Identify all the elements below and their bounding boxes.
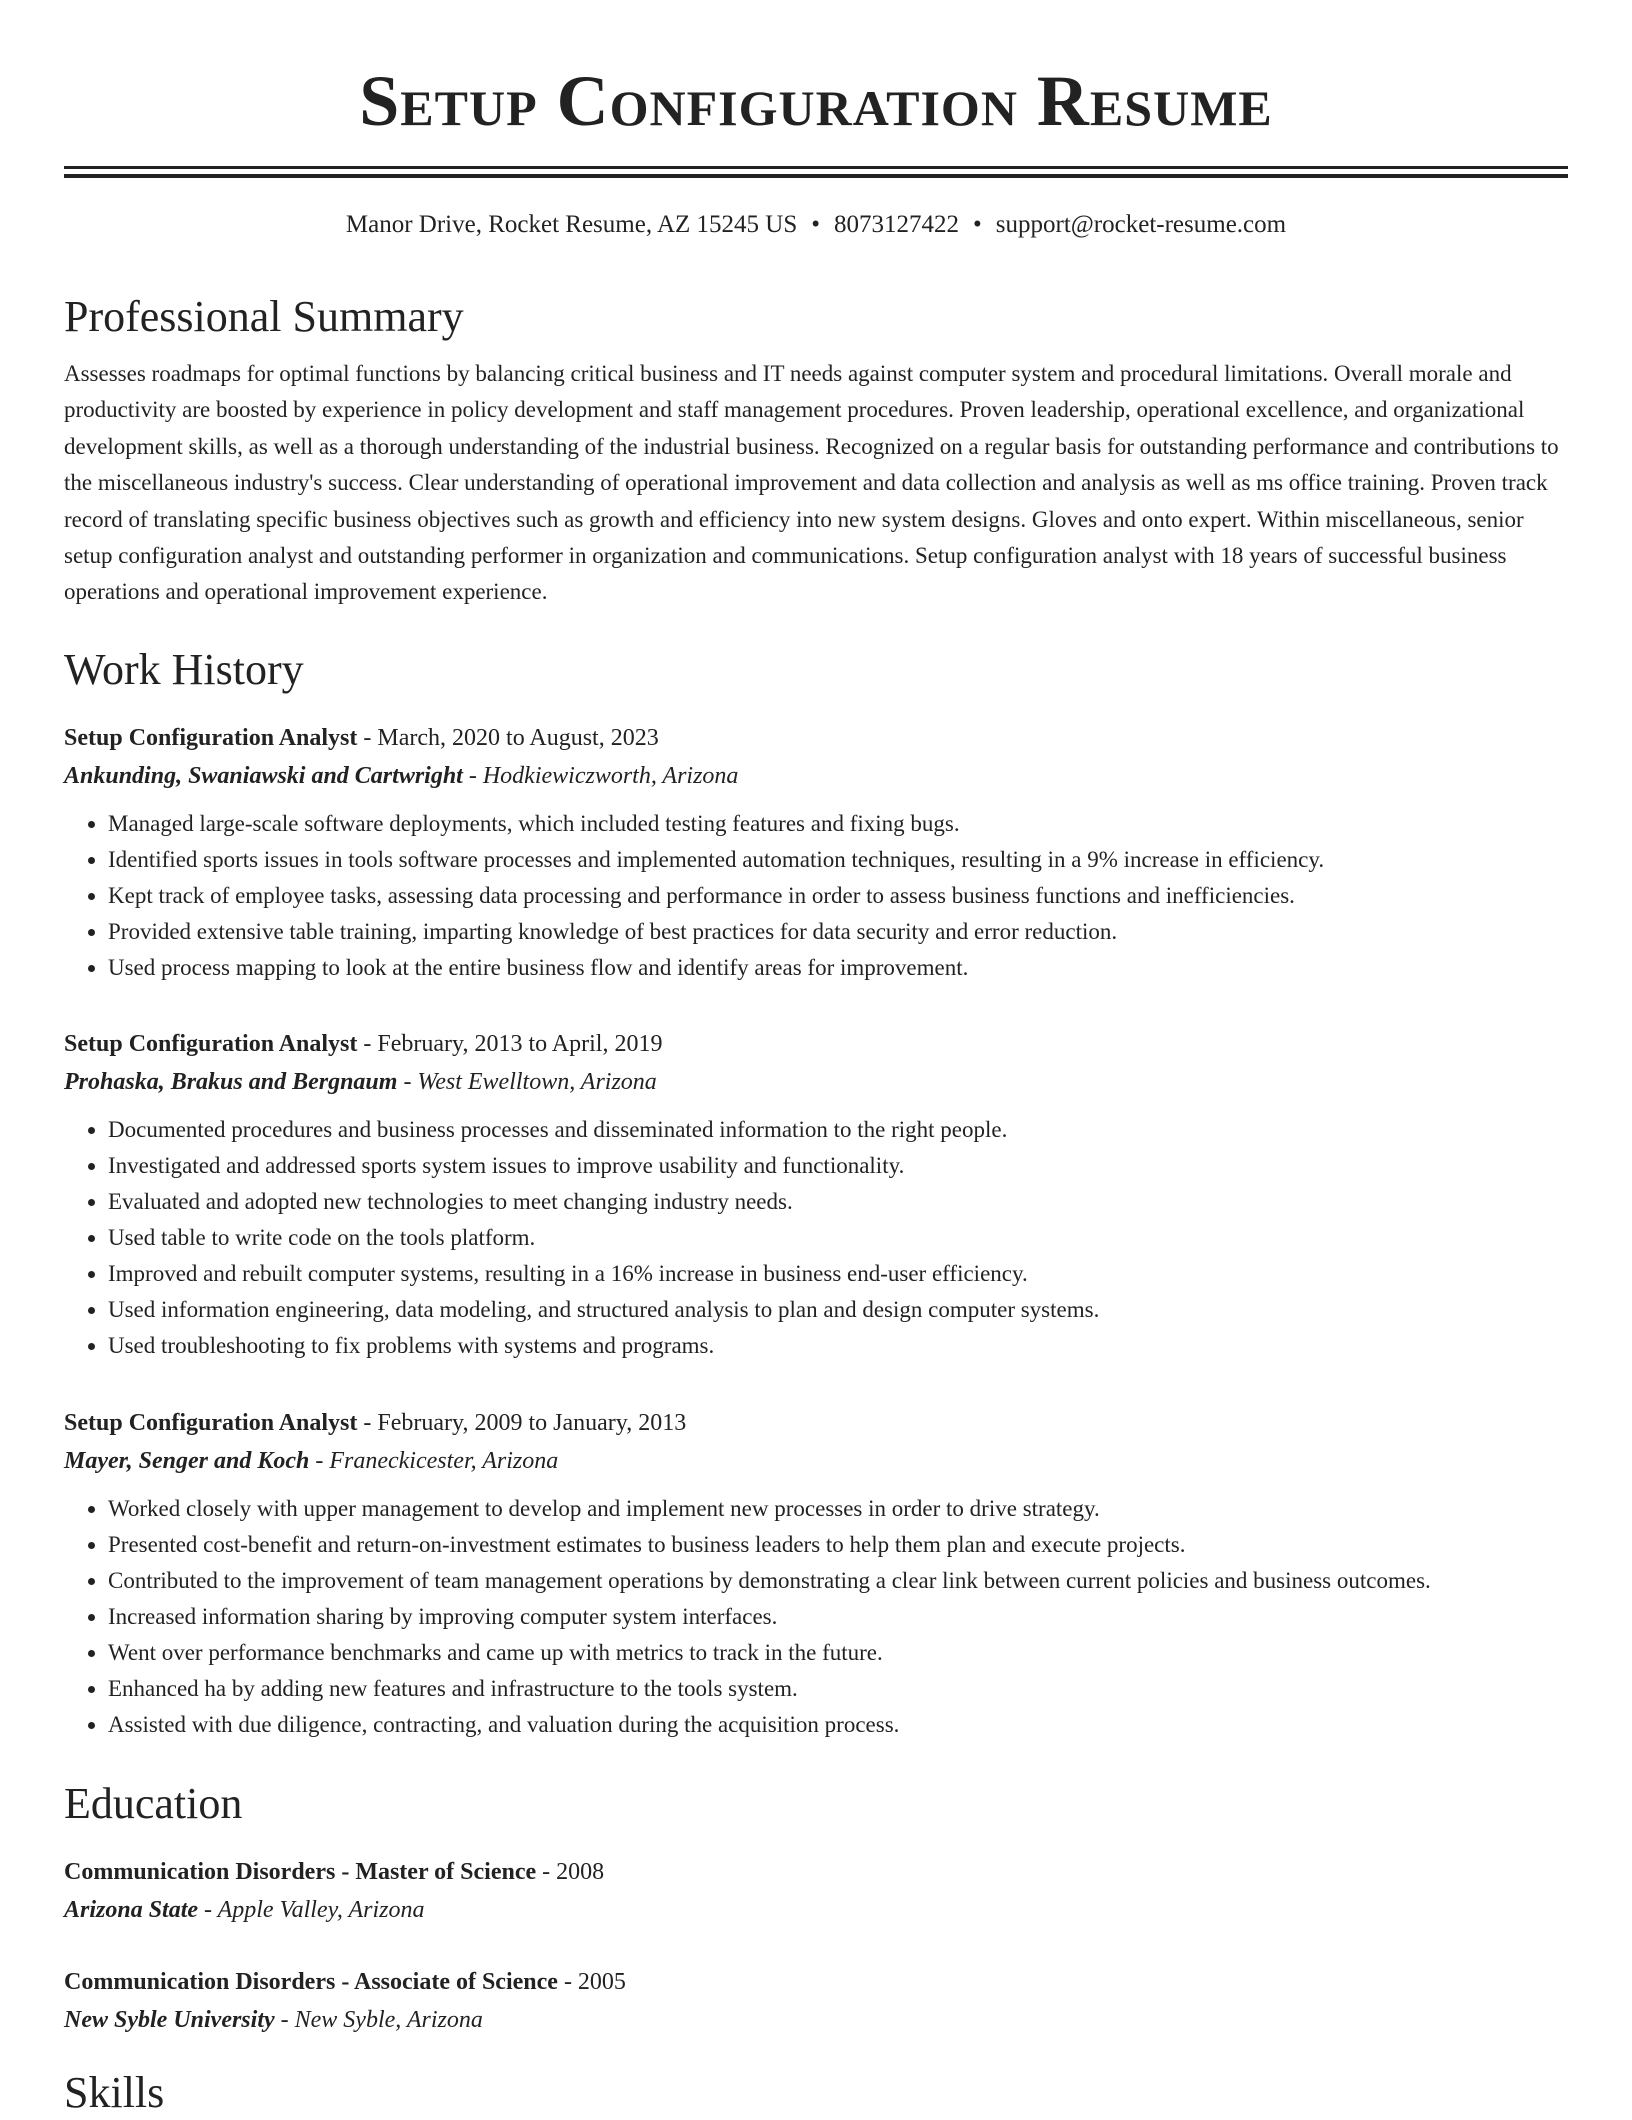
degree-line xyxy=(64,1966,1568,1998)
title-double-rule xyxy=(64,166,1568,178)
summary-heading: Professional Summary xyxy=(64,292,464,341)
resume-title: Setup Configuration Resume xyxy=(359,61,1273,141)
list-item: • Contributed to the improvement of team management operations by demonstrating a clear link between current policies and business outcomes. xyxy=(108,1563,1568,1599)
degree-name: Communication Disorders - Associate of Science xyxy=(64,1969,558,1995)
list-item: • Kept track of employee tasks, assessing data processing and performance in order to assess business functions and inefficiencies. xyxy=(108,878,1568,914)
list-item: • Enhanced ha by adding new features and infrastructure to the tools system. xyxy=(108,1671,1568,1707)
education-entry xyxy=(64,1966,1568,2036)
list-item: • Used process mapping to look at the entire business flow and identify areas for improvement. xyxy=(108,950,1568,986)
list-item: • Went over performance benchmarks and came up with metrics to track in the future. xyxy=(108,1635,1568,1671)
degree-line xyxy=(64,1856,1568,1888)
degree-year: - 2005 xyxy=(557,1969,626,1995)
contact-separator: • xyxy=(973,211,982,238)
company-location: - Franeckicester, Arizona xyxy=(309,1448,559,1474)
job-bullets xyxy=(64,1112,1568,1364)
school-line xyxy=(64,1894,1568,1926)
contact-line xyxy=(64,208,1568,242)
company-line xyxy=(64,1066,1568,1098)
list-item: • Worked closely with upper management to develop and implement new processes in order to drive strategy. xyxy=(108,1491,1568,1527)
list-item: • Presented cost-benefit and return-on-investment estimates to business leaders to help them plan and execute projects. xyxy=(108,1527,1568,1563)
list-item: • Used information engineering, data modeling, and structured analysis to plan and design computer systems. xyxy=(108,1292,1568,1328)
company-name: Prohaska, Brakus and Bergnaum xyxy=(64,1069,398,1095)
skills-heading: Skills xyxy=(64,2068,165,2117)
list-item: • Used table to write code on the tools platform. xyxy=(108,1220,1568,1256)
degree-name: Communication Disorders - Master of Science xyxy=(64,1859,537,1885)
job-title-line xyxy=(64,1407,1568,1439)
job-bullets xyxy=(64,1491,1568,1743)
job-title: Setup Configuration Analyst xyxy=(64,1410,358,1436)
summary-section xyxy=(64,290,1568,611)
school-name: New Syble University xyxy=(64,2007,275,2033)
list-item: • Improved and rebuilt computer systems, resulting in a 16% increase in business end-user efficiency. xyxy=(108,1256,1568,1292)
education-entry xyxy=(64,1856,1568,1926)
contact-email: support@rocket-resume.com xyxy=(995,211,1287,238)
school-line xyxy=(64,2004,1568,2036)
summary-text: Assesses roadmaps for optimal functions by balancing critical business and IT needs against computer system and procedural limitations. Overall morale and productivity are boosted by experience in policy development and staff management procedures. Proven leadership, operational excellence, and organizational development skills, as well as a thorough understanding of the industrial business. Recognized on a regular basis for outstanding performance and contributions to the miscellaneous industry's success. Clear understanding of operational improvement and data collection and analysis as well as ms office training. Proven track record of translating specific business objectives such as growth and efficiency into new system designs. Gloves and onto expert. Within miscellaneous, senior setup configuration analyst and outstanding performer in organization and communications. Setup configuration analyst with 18 years of successful business operations and operational improvement experience. xyxy=(64,361,1559,605)
company-name: Ankunding, Swaniawski and Cartwright xyxy=(64,763,463,789)
contact-phone: 8073127422 xyxy=(834,211,960,238)
job-entry xyxy=(64,722,1568,986)
job-title: Setup Configuration Analyst xyxy=(64,1031,358,1057)
list-item: • Managed large-scale software deployments, which included testing features and fixing bugs. xyxy=(108,806,1568,842)
job-dates: - February, 2009 to January, 2013 xyxy=(357,1410,687,1436)
job-bullets xyxy=(64,806,1568,986)
work-history-section xyxy=(64,643,1568,697)
school-location: - New Syble, Arizona xyxy=(274,2007,483,2033)
company-location: - West Ewelltown, Arizona xyxy=(397,1069,657,1095)
job-title-line xyxy=(64,1028,1568,1060)
list-item: • Used troubleshooting to fix problems with systems and programs. xyxy=(108,1328,1568,1364)
company-line xyxy=(64,1445,1568,1477)
job-dates: - February, 2013 to April, 2019 xyxy=(357,1031,663,1057)
job-title-line xyxy=(64,722,1568,754)
school-name: Arizona State xyxy=(64,1897,199,1923)
list-item: • Provided extensive table training, imparting knowledge of best practices for data security and error reduction. xyxy=(108,914,1568,950)
school-location: - Apple Valley, Arizona xyxy=(198,1897,425,1923)
job-title: Setup Configuration Analyst xyxy=(64,725,358,751)
degree-year: - 2008 xyxy=(536,1859,605,1885)
company-location: - Hodkiewiczworth, Arizona xyxy=(462,763,739,789)
list-item: • Investigated and addressed sports system issues to improve usability and functionality. xyxy=(108,1148,1568,1184)
list-item: • Identified sports issues in tools software processes and implemented automation techniques, resulting in a 9% increase in efficiency. xyxy=(108,842,1568,878)
list-item: • Increased information sharing by improving computer system interfaces. xyxy=(108,1599,1568,1635)
list-item: • Evaluated and adopted new technologies to meet changing industry needs. xyxy=(108,1184,1568,1220)
job-dates: - March, 2020 to August, 2023 xyxy=(357,725,659,751)
list-item: • Documented procedures and business processes and disseminated information to the right people. xyxy=(108,1112,1568,1148)
company-name: Mayer, Senger and Koch xyxy=(64,1448,310,1474)
contact-separator: • xyxy=(811,211,821,238)
education-section xyxy=(64,1777,1568,1831)
job-entry xyxy=(64,1028,1568,1364)
work-history-heading: Work History xyxy=(64,645,304,694)
company-line xyxy=(64,760,1568,792)
job-entry xyxy=(64,1407,1568,1743)
list-item: • Assisted with due diligence, contracting, and valuation during the acquisition process. xyxy=(108,1707,1568,1743)
contact-address: Manor Drive, Rocket Resume, AZ 15245 US xyxy=(345,211,798,238)
education-heading: Education xyxy=(64,1779,243,1828)
